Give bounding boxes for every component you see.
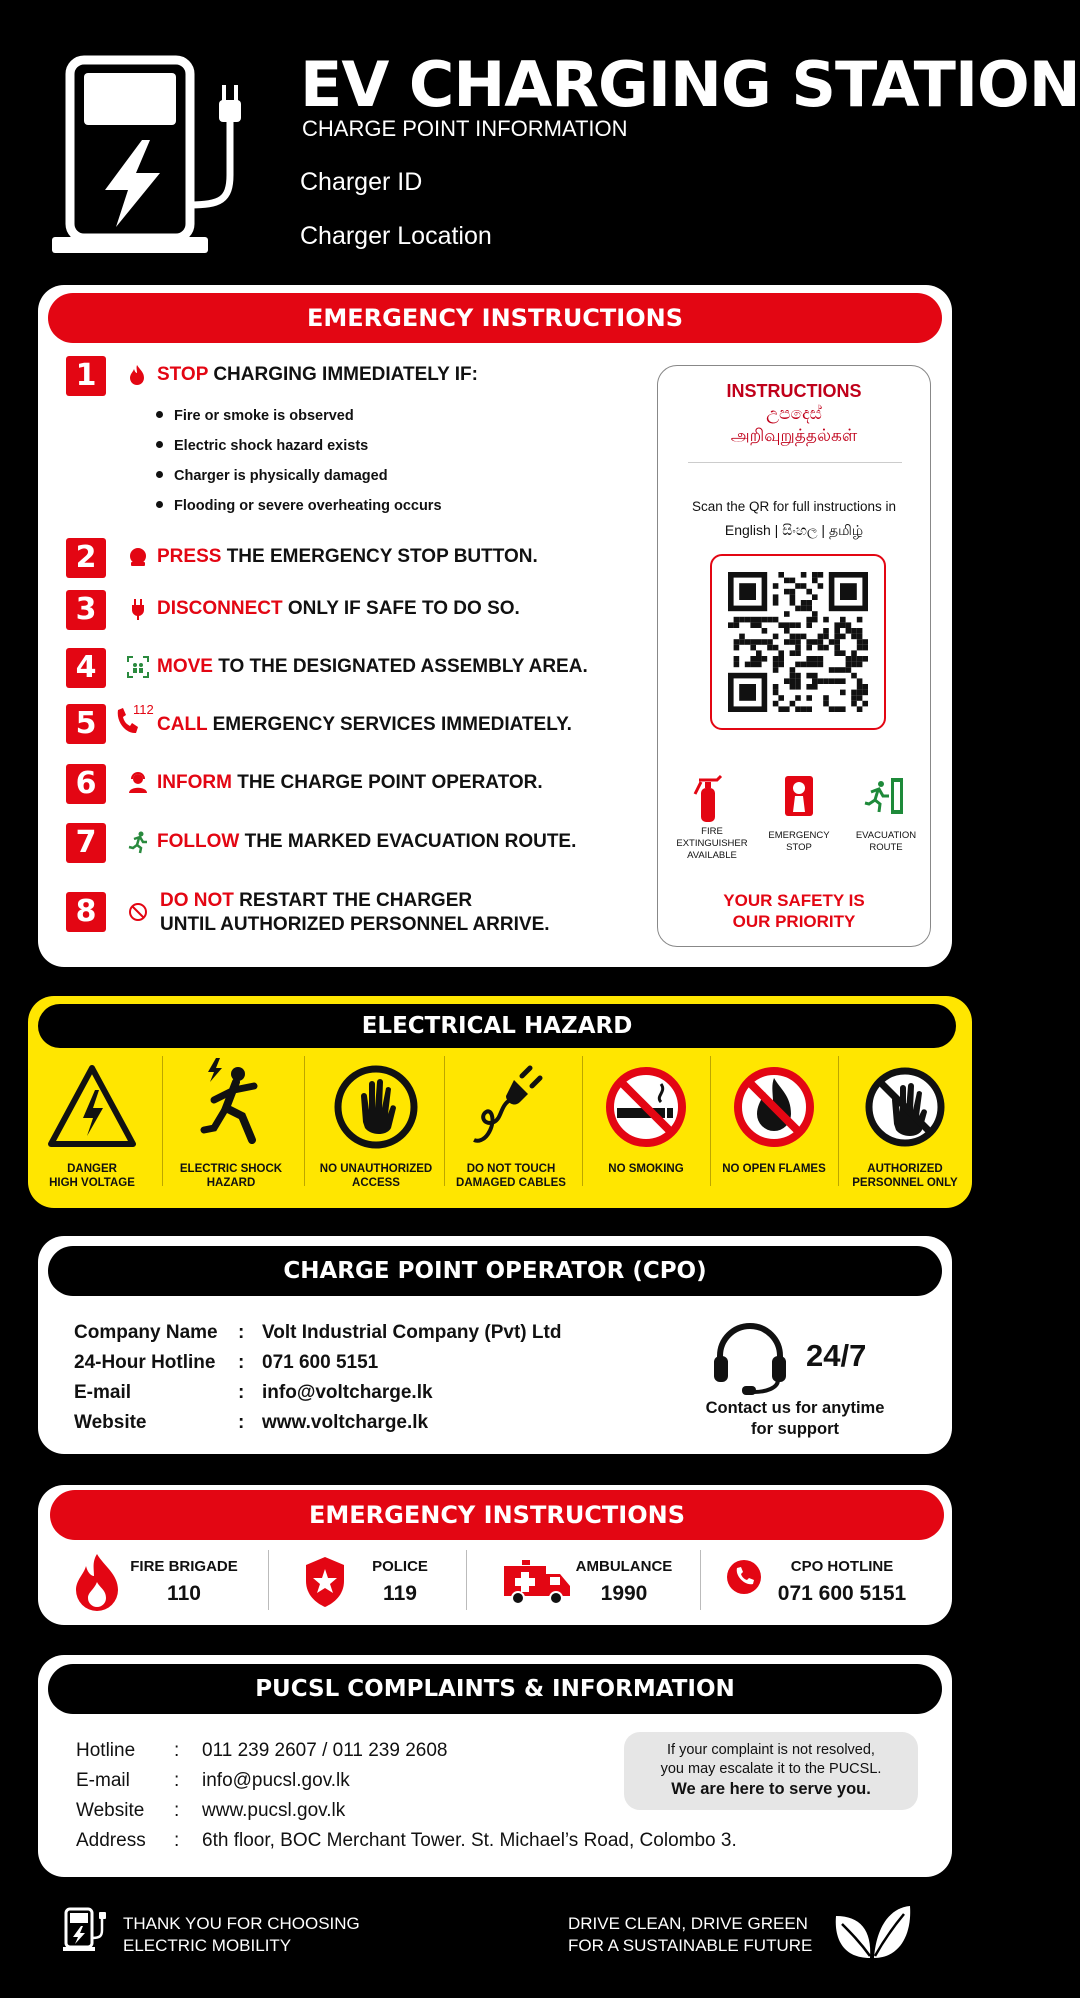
headset-icon [710, 1320, 790, 1396]
step-text: INFORM THE CHARGE POINT OPERATOR. [157, 772, 543, 793]
cpo-email-label: E-mail [74, 1382, 132, 1403]
no-smoking-icon [601, 1062, 691, 1152]
pucsl-title: PUCSL COMPLAINTS & INFORMATION [48, 1664, 942, 1714]
fire-extinguisher-icon [691, 774, 731, 824]
no-flames-icon [729, 1062, 819, 1152]
divider [710, 1056, 711, 1186]
divider [162, 1056, 163, 1186]
damaged-cable-icon [466, 1062, 556, 1152]
pucsl-hotline-label: Hotline [76, 1740, 136, 1761]
hazard-item: DANGER HIGH VOLTAGE [30, 1056, 154, 1196]
footer-slogan: DRIVE CLEAN, DRIVE GREEN FOR A SUSTAINABLE FUTURE [568, 1914, 813, 1955]
flame-icon [126, 363, 150, 387]
pucsl-escalation-note: If your complaint is not resolved, you may escalate it to the PUCSL. We are here to serve you. [624, 1732, 918, 1810]
cpo-hotline-label: CPO HOTLINE [790, 1558, 894, 1575]
leaves-icon [832, 1902, 912, 1962]
charger-id-label: Charger ID [300, 168, 423, 196]
plug-icon [126, 597, 150, 621]
languages-text: English | සිංහල | தமிழ் [724, 522, 864, 538]
divider [268, 1550, 269, 1610]
ev-charger-logo-icon [50, 55, 265, 260]
safety-priority-text: YOUR SAFETY IS OUR PRIORITY [723, 891, 865, 931]
divider [688, 462, 902, 463]
instructions-side-panel [657, 365, 931, 947]
page-title: EV CHARGING STATION [300, 48, 1080, 121]
cpo-company-value: Volt Industrial Company (Pvt) Ltd [262, 1322, 562, 1343]
step-number: 7 [66, 823, 106, 863]
divider [582, 1056, 583, 1186]
emergency-stop-icon [783, 774, 815, 818]
side-icon-label: EMERGENCY STOP [768, 830, 830, 853]
authorized-only-icon [860, 1062, 950, 1152]
step-number: 8 [66, 892, 106, 932]
support-text: Contact us for anytime for support [705, 1399, 885, 1438]
charger-location-label: Charger Location [300, 222, 492, 250]
divider [466, 1550, 467, 1610]
pucsl-address-value: 6th floor, BOC Merchant Tower. St. Michael’s Road, Colombo 3. [202, 1830, 737, 1851]
scan-instructions-text: Scan the QR for full instructions in [691, 499, 897, 514]
hazard-item: NO SMOKING [588, 1056, 704, 1196]
police-badge-icon [302, 1555, 348, 1609]
instructions-title-ta: அறிவுறுத்தல்கள் [730, 426, 858, 446]
fire-brigade-number[interactable]: 110 [167, 1582, 201, 1605]
page-subtitle: CHARGE POINT INFORMATION [302, 116, 628, 141]
colon: : [238, 1322, 245, 1343]
evacuation-route-icon [863, 776, 907, 818]
pucsl-website-label: Website [76, 1800, 145, 1821]
prohibited-icon [126, 900, 150, 924]
instructions-title-en: INSTRUCTIONS [726, 381, 862, 401]
hazard-item: ELECTRIC SHOCK HAZARD [168, 1056, 294, 1196]
pucsl-hotline-value[interactable]: 011 239 2607 / 011 239 2608 [202, 1740, 448, 1761]
fire-brigade-label: FIRE BRIGADE [130, 1558, 238, 1575]
step-text: DISCONNECT ONLY IF SAFE TO DO SO. [157, 598, 520, 619]
emergency-instructions-title: EMERGENCY INSTRUCTIONS [48, 293, 942, 343]
step-number: 1 [66, 356, 106, 396]
ambulance-number[interactable]: 1990 [600, 1582, 648, 1605]
support-247-badge: 24/7 [806, 1338, 867, 1373]
step-text: CALL EMERGENCY SERVICES IMMEDIATELY. [157, 714, 572, 735]
hazard-item: NO UNAUTHORIZED ACCESS [310, 1056, 442, 1196]
police-number[interactable]: 119 [383, 1582, 417, 1605]
cpo-title: CHARGE POINT OPERATOR (CPO) [48, 1246, 942, 1296]
pucsl-email-value[interactable]: info@pucsl.gov.lk [202, 1770, 350, 1791]
colon: : [174, 1830, 180, 1851]
colon: : [174, 1740, 180, 1761]
step-number: 2 [66, 538, 106, 578]
cpo-company-label: Company Name [74, 1322, 218, 1343]
ev-charger-small-icon [62, 1906, 110, 1954]
step-number: 3 [66, 590, 106, 630]
cpo-website-label: Website [74, 1412, 147, 1433]
pucsl-website-value[interactable]: www.pucsl.gov.lk [202, 1800, 346, 1821]
step-text: PRESS THE EMERGENCY STOP BUTTON. [157, 546, 538, 567]
step-number: 6 [66, 764, 106, 804]
assembly-area-icon [126, 655, 150, 679]
step-text-continued: UNTIL AUTHORIZED PERSONNEL ARRIVE. [160, 914, 550, 935]
step-text: STOP CHARGING IMMEDIATELY IF: [157, 364, 478, 385]
hazard-item: NO OPEN FLAMES [716, 1056, 832, 1196]
ambulance-label: AMBULANCE [575, 1558, 673, 1575]
list-item: Electric shock hazard exists [156, 438, 368, 454]
colon: : [238, 1412, 245, 1433]
no-access-hand-icon [331, 1062, 421, 1152]
running-person-icon [126, 830, 150, 854]
colon: : [238, 1352, 245, 1373]
step-text: FOLLOW THE MARKED EVACUATION ROUTE. [157, 831, 577, 852]
side-icon-label: EVACUATION ROUTE [855, 830, 917, 853]
footer-thanks: THANK YOU FOR CHOOSING ELECTRIC MOBILITY [123, 1914, 360, 1955]
divider [838, 1056, 839, 1186]
phone-icon [726, 1559, 762, 1595]
cpo-hotline-number[interactable]: 071 600 5151 [777, 1582, 907, 1605]
police-label: POLICE [372, 1558, 428, 1575]
step-number: 5 [66, 704, 106, 744]
stop-button-icon [126, 545, 150, 569]
divider [700, 1550, 701, 1610]
colon: : [174, 1770, 180, 1791]
step-text: DO NOT RESTART THE CHARGER [160, 890, 473, 911]
qr-code[interactable] [710, 554, 886, 730]
high-voltage-icon [47, 1062, 137, 1152]
electrical-hazard-title: ELECTRICAL HAZARD [38, 1004, 956, 1048]
divider [444, 1056, 445, 1186]
cpo-hotline-value[interactable]: 071 600 5151 [262, 1352, 379, 1373]
hazard-item: DO NOT TOUCH DAMAGED CABLES [450, 1056, 572, 1196]
cpo-email-value[interactable]: info@voltcharge.lk [262, 1382, 433, 1403]
list-item: Fire or smoke is observed [156, 408, 354, 424]
step-text: MOVE TO THE DESIGNATED ASSEMBLY AREA. [157, 656, 588, 677]
cpo-website-value[interactable]: www.voltcharge.lk [262, 1412, 429, 1433]
list-item: Charger is physically damaged [156, 468, 388, 484]
list-item: Flooding or severe overheating occurs [156, 498, 442, 514]
pucsl-address-label: Address [76, 1830, 146, 1851]
phone-112-icon: 112 [114, 706, 156, 738]
colon: : [238, 1382, 245, 1403]
emergency-contacts-title: EMERGENCY INSTRUCTIONS [50, 1490, 944, 1540]
instructions-title-si: උපදෙස් [766, 404, 822, 424]
operator-icon [126, 771, 150, 795]
pucsl-email-label: E-mail [76, 1770, 130, 1791]
electric-shock-icon [186, 1056, 276, 1152]
ambulance-icon [502, 1560, 572, 1606]
cpo-hotline-label: 24-Hour Hotline [74, 1352, 216, 1373]
colon: : [174, 1800, 180, 1821]
fire-icon [72, 1552, 122, 1610]
side-icon-label: FIRE EXTINGUISHER AVAILABLE [676, 826, 748, 861]
hazard-item: AUTHORIZED PERSONNEL ONLY [844, 1056, 966, 1196]
divider [304, 1056, 305, 1186]
step-number: 4 [66, 648, 106, 688]
